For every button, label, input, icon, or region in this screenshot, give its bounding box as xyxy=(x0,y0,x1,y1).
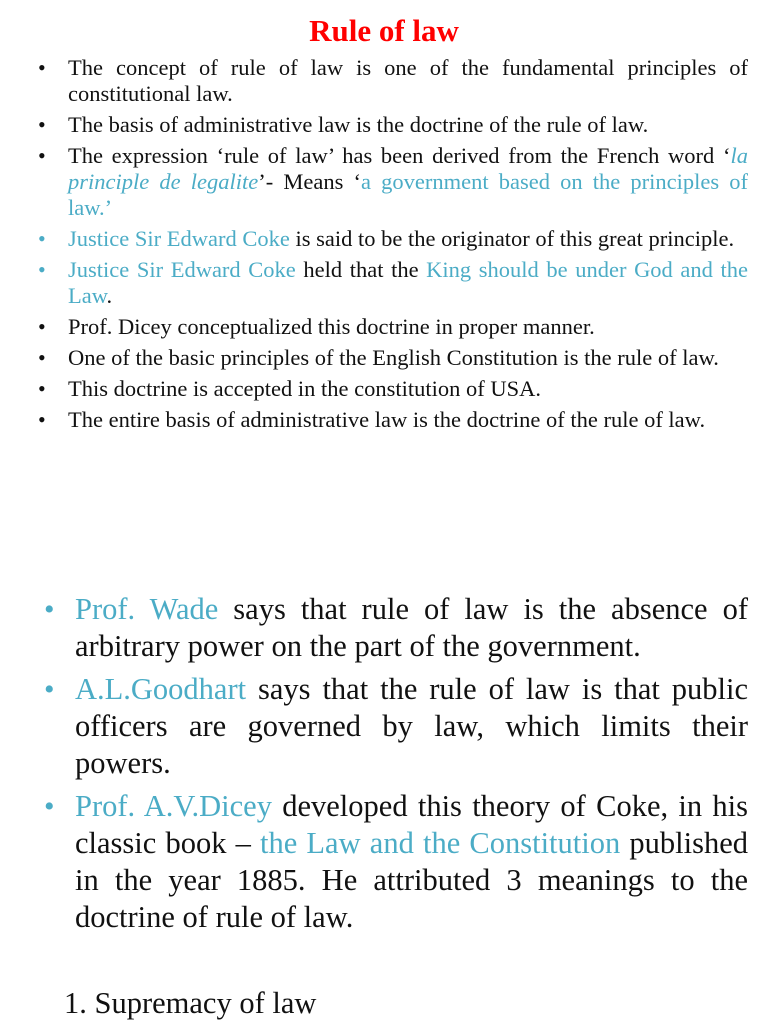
list-item xyxy=(0,788,768,936)
person-name: Prof. A.V.Dicey xyxy=(75,789,272,823)
person-name: Prof. Wade xyxy=(75,592,219,626)
numbered-item-supremacy: 1. Supremacy of law xyxy=(64,986,317,1020)
bullet-icon: • xyxy=(38,112,46,137)
list-item xyxy=(0,55,768,107)
term-meaning: a government based on the principles of law.’ xyxy=(68,169,749,220)
bullet-icon: • xyxy=(38,55,46,80)
list-item xyxy=(0,591,768,665)
bullet-icon: • xyxy=(44,593,55,626)
point-text: The entire basis of administrative law is the doctrine of the rule of law. xyxy=(68,407,706,432)
list-item xyxy=(0,112,768,138)
french-term: la principle de legalite xyxy=(68,143,748,194)
point-text: The expression ‘rule of law’ has been derived from the French word ‘ xyxy=(68,143,731,168)
point-text: The concept of rule of law is one of the fundamental principles of constitutional law. xyxy=(68,55,748,106)
bullet-icon: • xyxy=(38,143,46,168)
point-text: The basis of administrative law is the doctrine of the rule of law. xyxy=(68,112,649,137)
point-text: . xyxy=(106,283,113,308)
bullet-icon: • xyxy=(38,226,46,251)
point-text: published in the year 1885. He attributed 3 meanings to the doctrine of rule of law. xyxy=(75,826,748,934)
person-name: A.L.Goodhart xyxy=(75,672,247,706)
book-title: the Law and the Constitution xyxy=(260,826,621,860)
bottom-bullet-list xyxy=(0,591,768,942)
list-item xyxy=(0,143,768,221)
page-title: Rule of law xyxy=(309,13,459,48)
list-item xyxy=(0,314,768,340)
bullet-icon: • xyxy=(38,407,46,432)
list-item xyxy=(0,671,768,782)
bullet-icon: • xyxy=(44,673,55,706)
list-item xyxy=(0,376,768,402)
point-text: This doctrine is accepted in the constitution of USA. xyxy=(68,376,542,401)
list-item xyxy=(0,407,768,433)
list-item xyxy=(0,257,768,309)
point-text: developed this theory of Coke, in his classic book – xyxy=(75,789,748,860)
point-text: One of the basic principles of the English Constitution is the rule of law. xyxy=(68,345,719,370)
bullet-icon: • xyxy=(38,345,46,370)
list-item xyxy=(0,345,768,371)
bullet-icon: • xyxy=(38,376,46,401)
quoted-principle: King should be under God and the Law xyxy=(68,257,748,308)
point-text: held that the xyxy=(295,257,427,282)
point-text: ’- Means ‘ xyxy=(258,169,362,194)
bullet-icon: • xyxy=(38,314,46,339)
person-name: Justice Sir Edward Coke xyxy=(68,257,296,282)
point-text: is said to be the originator of this great principle. xyxy=(289,226,735,251)
point-text: says that rule of law is the absence of arbitrary power on the part of the government. xyxy=(75,592,748,663)
bullet-icon: • xyxy=(44,790,55,823)
bullet-icon: • xyxy=(38,257,46,282)
point-text: Prof. Dicey conceptualized this doctrine in proper manner. xyxy=(68,314,595,339)
top-bullet-list xyxy=(0,55,768,438)
list-item xyxy=(0,226,768,252)
point-text: says that the rule of law is that public officers are governed by law, which limits their powers. xyxy=(75,672,748,780)
person-name: Justice Sir Edward Coke xyxy=(68,226,290,251)
